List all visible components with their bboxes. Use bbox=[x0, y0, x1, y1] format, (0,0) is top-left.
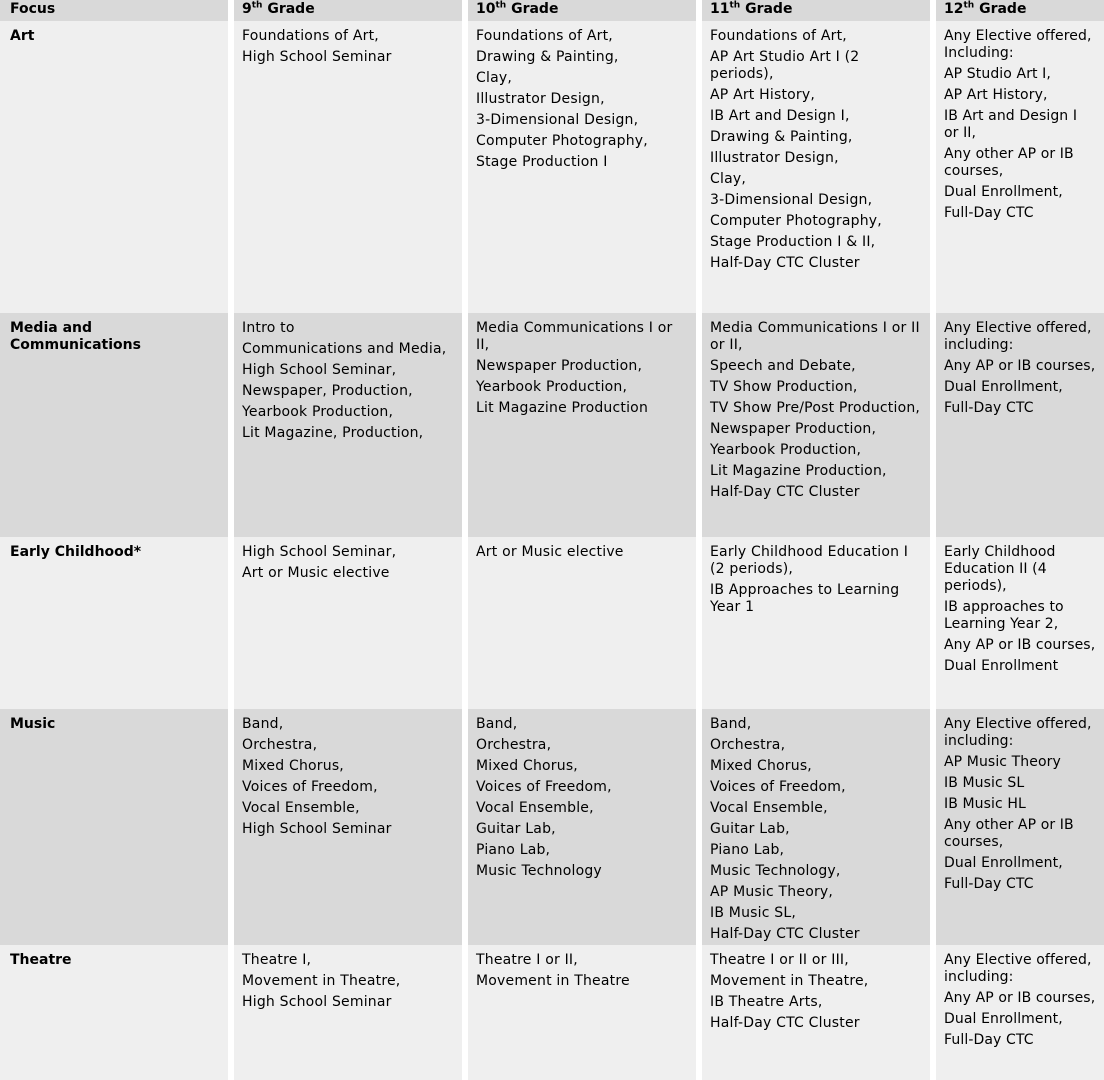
course-item: Music Technology bbox=[476, 863, 602, 879]
course-item: 3-Dimensional Design, bbox=[476, 112, 639, 128]
course-item: Full-Day CTC bbox=[944, 205, 1034, 221]
header-ordinal: th bbox=[251, 0, 263, 11]
course-item: Dual Enrollment, bbox=[944, 1011, 1063, 1027]
courses-cell-early-childhood-9th bbox=[234, 537, 462, 709]
course-item: Illustrator Design, bbox=[476, 91, 605, 107]
course-item: Stage Production I bbox=[476, 154, 608, 170]
header-text: 12 bbox=[944, 1, 964, 17]
course-item: Newspaper Production, bbox=[476, 358, 643, 374]
course-item: High School Seminar bbox=[242, 821, 392, 837]
header-suffix: Grade bbox=[506, 1, 559, 17]
course-list bbox=[242, 320, 454, 442]
course-item: AP Studio Art I, bbox=[944, 66, 1051, 82]
courses-cell-theatre-11th bbox=[702, 945, 930, 1080]
courses-cell-media-and-communications-9th bbox=[234, 313, 462, 537]
course-item: Lit Magazine Production bbox=[476, 400, 649, 416]
course-item: Any AP or IB courses, bbox=[944, 358, 1096, 374]
course-item: Band, bbox=[242, 716, 284, 732]
courses-cell-music-10th bbox=[468, 709, 696, 945]
courses-cell-media-and-communications-11th bbox=[702, 313, 930, 537]
header-ordinal: th bbox=[963, 0, 975, 11]
course-item: Drawing & Painting, bbox=[710, 129, 853, 145]
focus-label: Theatre bbox=[10, 952, 72, 968]
header-text: 11 bbox=[710, 1, 730, 17]
course-list bbox=[944, 716, 1096, 893]
courses-cell-early-childhood-11th bbox=[702, 537, 930, 709]
course-item: Drawing & Painting, bbox=[476, 49, 619, 65]
course-list bbox=[476, 28, 688, 171]
course-item: Newspaper Production, bbox=[710, 421, 877, 437]
courses-cell-early-childhood-12th bbox=[936, 537, 1104, 709]
course-list bbox=[242, 544, 454, 582]
course-item: IB approaches to Learning Year 2, bbox=[944, 599, 1064, 632]
course-item: Clay, bbox=[476, 70, 512, 86]
header-suffix: Grade bbox=[974, 1, 1027, 17]
course-list bbox=[242, 952, 454, 1011]
course-item: Full-Day CTC bbox=[944, 400, 1034, 416]
course-list bbox=[944, 544, 1096, 675]
course-item: IB Theatre Arts, bbox=[710, 994, 823, 1010]
courses-cell-theatre-9th bbox=[234, 945, 462, 1080]
course-item: Stage Production I & II, bbox=[710, 234, 876, 250]
header-text: Focus bbox=[10, 1, 56, 17]
course-list bbox=[710, 28, 922, 272]
courses-cell-music-9th bbox=[234, 709, 462, 945]
course-item: Foundations of Art, bbox=[710, 28, 847, 44]
header-text: 10 bbox=[476, 1, 496, 17]
focus-cell-media-and-communications bbox=[0, 313, 228, 537]
course-item: Half-Day CTC Cluster bbox=[710, 484, 860, 500]
course-list bbox=[476, 952, 688, 990]
focus-cell-early-childhood bbox=[0, 537, 228, 709]
focus-label: Art bbox=[10, 28, 35, 44]
course-item: Mixed Chorus, bbox=[710, 758, 812, 774]
course-item: Orchestra, bbox=[710, 737, 786, 753]
course-item: Any AP or IB courses, bbox=[944, 990, 1096, 1006]
course-list bbox=[476, 716, 688, 880]
focus-label: Early Childhood* bbox=[10, 544, 142, 560]
header-12th-grade bbox=[936, 0, 1104, 21]
course-item: AP Art History, bbox=[710, 87, 815, 103]
header-9th-grade bbox=[234, 0, 462, 21]
courses-cell-media-and-communications-10th bbox=[468, 313, 696, 537]
header-text: 9 bbox=[242, 1, 252, 17]
course-item: Yearbook Production, bbox=[242, 404, 394, 420]
course-item: Vocal Ensemble, bbox=[710, 800, 828, 816]
focus-label: Music bbox=[10, 716, 56, 732]
course-item: Any Elective offered, including: bbox=[944, 320, 1092, 353]
header-ordinal: th bbox=[495, 0, 507, 11]
course-item: IB Approaches to Learning Year 1 bbox=[710, 582, 900, 615]
course-item: Full-Day CTC bbox=[944, 1032, 1034, 1048]
courses-cell-art-9th bbox=[234, 21, 462, 313]
course-item: Computer Photography, bbox=[476, 133, 648, 149]
course-item: AP Art History, bbox=[944, 87, 1048, 103]
course-list bbox=[944, 28, 1096, 222]
course-list bbox=[242, 28, 454, 66]
header-focus bbox=[0, 0, 228, 21]
course-item: Art or Music elective bbox=[242, 565, 390, 581]
course-item: Any Elective offered, including: bbox=[944, 716, 1092, 749]
course-item: Early Childhood Education I (2 periods), bbox=[710, 544, 909, 577]
focus-cell-music bbox=[0, 709, 228, 945]
course-item: Half-Day CTC Cluster bbox=[710, 255, 860, 271]
courses-cell-art-11th bbox=[702, 21, 930, 313]
course-list bbox=[476, 544, 688, 561]
courses-cell-theatre-10th bbox=[468, 945, 696, 1080]
course-item: Half-Day CTC Cluster bbox=[710, 926, 860, 942]
course-item: Any other AP or IB courses, bbox=[944, 817, 1074, 850]
course-item: Any AP or IB courses, bbox=[944, 637, 1096, 653]
course-item: Band, bbox=[710, 716, 752, 732]
course-item: Music Technology, bbox=[710, 863, 841, 879]
course-item: Newspaper, Production, bbox=[242, 383, 413, 399]
course-item: IB Art and Design I, bbox=[710, 108, 850, 124]
course-item: Any Elective offered, Including: bbox=[944, 28, 1092, 61]
course-item: Any Elective offered, including: bbox=[944, 952, 1092, 985]
course-item: Theatre I, bbox=[242, 952, 312, 968]
course-item: Guitar Lab, bbox=[710, 821, 790, 837]
course-item: Any other AP or IB courses, bbox=[944, 146, 1074, 179]
course-item: High School Seminar, bbox=[242, 544, 397, 560]
course-item: Illustrator Design, bbox=[710, 150, 839, 166]
course-item: AP Music Theory bbox=[944, 754, 1061, 770]
course-item: Dual Enrollment, bbox=[944, 379, 1063, 395]
course-list bbox=[476, 320, 688, 417]
course-list bbox=[944, 320, 1096, 417]
course-item: Intro to bbox=[242, 320, 295, 336]
course-item: Theatre I or II or III, bbox=[710, 952, 849, 968]
course-list bbox=[710, 952, 922, 1032]
course-item: Clay, bbox=[710, 171, 746, 187]
course-list bbox=[710, 716, 922, 943]
courses-cell-music-12th bbox=[936, 709, 1104, 945]
course-item: 3-Dimensional Design, bbox=[710, 192, 873, 208]
course-item: Band, bbox=[476, 716, 518, 732]
course-item: AP Art Studio Art I (2 periods), bbox=[710, 49, 860, 82]
focus-label: Media and Communications bbox=[10, 320, 141, 353]
course-item: Orchestra, bbox=[476, 737, 552, 753]
course-item: Movement in Theatre bbox=[476, 973, 630, 989]
course-item: Voices of Freedom, bbox=[476, 779, 612, 795]
course-item: High School Seminar bbox=[242, 49, 392, 65]
course-item: High School Seminar bbox=[242, 994, 392, 1010]
focus-cell-art bbox=[0, 21, 228, 313]
course-item: Half-Day CTC Cluster bbox=[710, 1015, 860, 1031]
course-list bbox=[242, 716, 454, 838]
course-item: Orchestra, bbox=[242, 737, 318, 753]
header-10th-grade bbox=[468, 0, 696, 21]
courses-cell-art-12th bbox=[936, 21, 1104, 313]
course-item: Voices of Freedom, bbox=[242, 779, 378, 795]
header-ordinal: th bbox=[729, 0, 741, 11]
course-item: Theatre I or II, bbox=[476, 952, 578, 968]
course-item: Dual Enrollment, bbox=[944, 855, 1063, 871]
course-item: Vocal Ensemble, bbox=[476, 800, 594, 816]
course-item: IB Art and Design I or II, bbox=[944, 108, 1078, 141]
course-list bbox=[944, 952, 1096, 1049]
course-item: IB Music SL bbox=[944, 775, 1025, 791]
course-item: Voices of Freedom, bbox=[710, 779, 846, 795]
course-item: Early Childhood Education II (4 periods), bbox=[944, 544, 1056, 594]
course-item: Communications and Media, bbox=[242, 341, 447, 357]
courses-cell-art-10th bbox=[468, 21, 696, 313]
header-suffix: Grade bbox=[262, 1, 315, 17]
course-item: Lit Magazine Production, bbox=[710, 463, 887, 479]
course-item: Speech and Debate, bbox=[710, 358, 856, 374]
course-item: Computer Photography, bbox=[710, 213, 882, 229]
course-list bbox=[710, 320, 922, 501]
course-item: Yearbook Production, bbox=[476, 379, 628, 395]
header-suffix: Grade bbox=[740, 1, 793, 17]
courses-cell-music-11th bbox=[702, 709, 930, 945]
course-item: Dual Enrollment bbox=[944, 658, 1059, 674]
course-item: Foundations of Art, bbox=[476, 28, 613, 44]
courses-cell-early-childhood-10th bbox=[468, 537, 696, 709]
course-item: IB Music HL bbox=[944, 796, 1026, 812]
course-item: Foundations of Art, bbox=[242, 28, 379, 44]
course-item: Art or Music elective bbox=[476, 544, 624, 560]
course-item: Lit Magazine, Production, bbox=[242, 425, 424, 441]
course-item: Full-Day CTC bbox=[944, 876, 1034, 892]
course-item: Media Communications I or II or II, bbox=[710, 320, 920, 353]
header-11th-grade bbox=[702, 0, 930, 21]
course-item: Media Communications I or II, bbox=[476, 320, 673, 353]
course-item: TV Show Production, bbox=[710, 379, 858, 395]
course-item: Mixed Chorus, bbox=[242, 758, 344, 774]
courses-cell-theatre-12th bbox=[936, 945, 1104, 1080]
course-item: Guitar Lab, bbox=[476, 821, 556, 837]
course-item: Mixed Chorus, bbox=[476, 758, 578, 774]
course-item: IB Music SL, bbox=[710, 905, 797, 921]
course-item: Piano Lab, bbox=[476, 842, 551, 858]
course-item: TV Show Pre/Post Production, bbox=[710, 400, 921, 416]
course-item: Vocal Ensemble, bbox=[242, 800, 360, 816]
focus-cell-theatre bbox=[0, 945, 228, 1080]
course-list bbox=[710, 544, 922, 616]
course-item: AP Music Theory, bbox=[710, 884, 834, 900]
course-item: Piano Lab, bbox=[710, 842, 785, 858]
course-item: Movement in Theatre, bbox=[710, 973, 869, 989]
course-item: Dual Enrollment, bbox=[944, 184, 1063, 200]
courses-cell-media-and-communications-12th bbox=[936, 313, 1104, 537]
course-item: Yearbook Production, bbox=[710, 442, 862, 458]
course-item: High School Seminar, bbox=[242, 362, 397, 378]
course-item: Movement in Theatre, bbox=[242, 973, 401, 989]
